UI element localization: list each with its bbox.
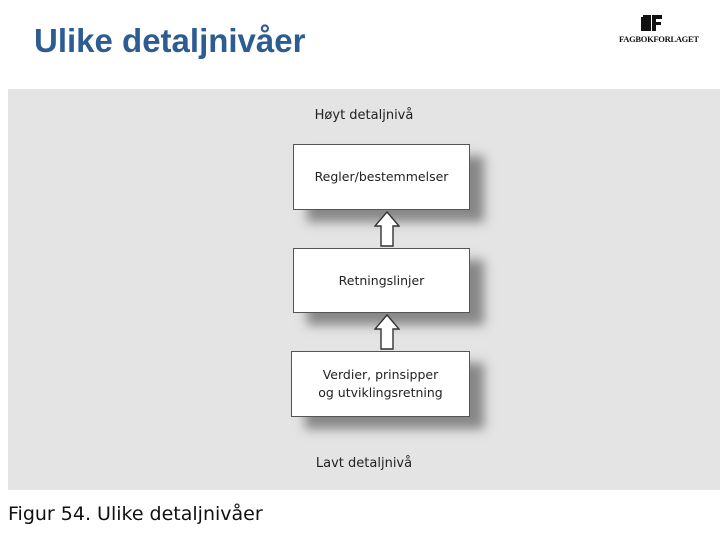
book-f-logo-icon — [641, 14, 663, 32]
up-arrow-icon — [374, 314, 400, 350]
box-rules — [293, 144, 470, 210]
high-detail-label: Høyt detaljnivå — [314, 108, 414, 123]
slide-title: Ulike detaljnivåer — [34, 22, 306, 59]
up-arrow-icon — [374, 211, 400, 247]
box-values — [291, 351, 470, 417]
box-guidelines-text: Retningslinjer — [338, 272, 425, 288]
box-values-line-2: og utviklingsretning — [318, 385, 443, 400]
logo-wordmark: FAGBOKFORLAGET — [619, 34, 699, 44]
figure-caption: Figur 54. Ulike detaljnivåer — [8, 503, 263, 525]
box-guidelines — [293, 248, 470, 313]
box-values-line-1: Verdier, prinsipper — [322, 367, 439, 382]
diagram-panel — [8, 89, 720, 490]
box-rules-text: Regler/bestemmelser — [314, 169, 449, 184]
publisher-logo — [619, 14, 699, 50]
low-detail-label: Lavt detaljnivå — [315, 456, 413, 471]
